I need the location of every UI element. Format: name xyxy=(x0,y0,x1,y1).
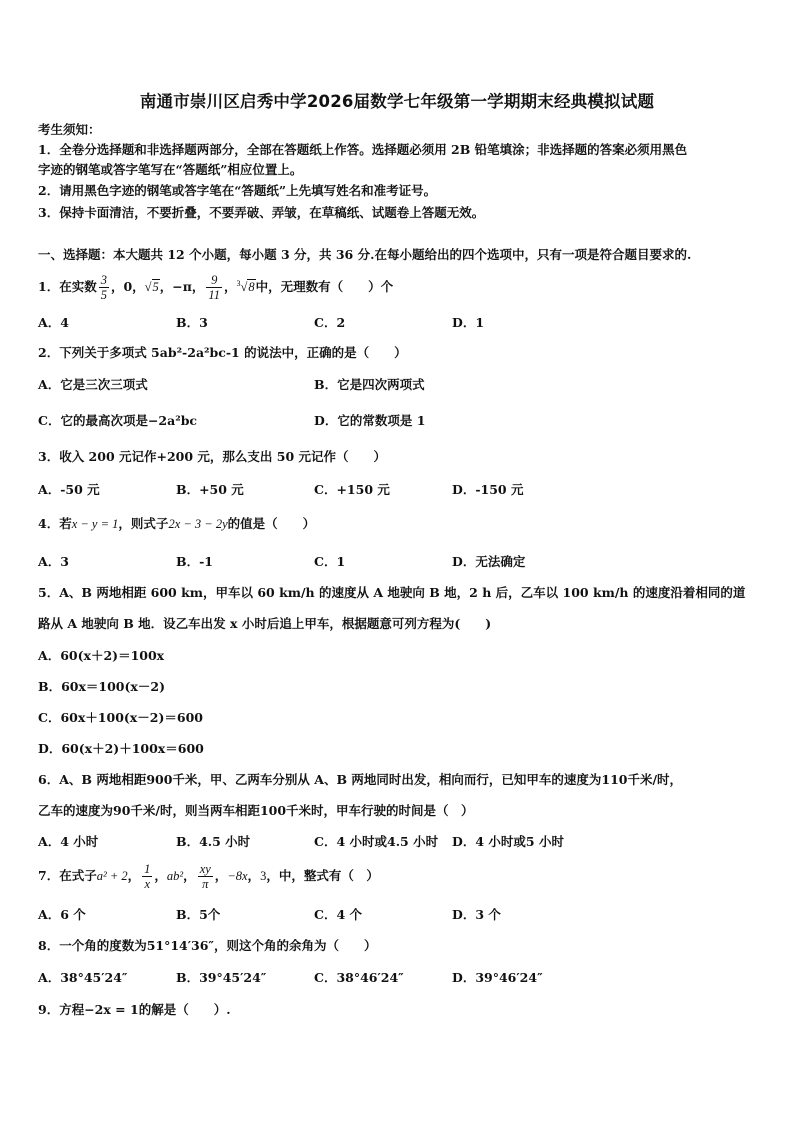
question-6-line-2: 乙车的速度为90千米/时，则当两车相距100千米时，甲车行驶的时间是（ ） xyxy=(38,803,474,818)
question-3: 3．收入 200 元记作+200 元，那么支出 50 元记作（ ） xyxy=(38,449,387,464)
q5-option-a[interactable]: A．60(x＋2)＝100x xyxy=(38,648,165,663)
q1-option-b[interactable]: B．3 xyxy=(176,315,208,330)
q4-option-d[interactable]: D．无法确定 xyxy=(452,554,526,569)
q4-mid: ，则式子 xyxy=(118,516,169,531)
question-2: 2．下列关于多项式 5ab²-2a²bc-1 的说法中，正确的是（ ） xyxy=(38,345,407,360)
question-4 xyxy=(38,514,315,532)
q3-option-c[interactable]: C．+150 元 xyxy=(314,482,390,497)
q4-prefix: 4．若 xyxy=(38,516,72,531)
q4-suffix: 的值是（ ） xyxy=(227,516,316,531)
question-1: 1．在实数 $\frac{3}{5}$ ，0，√5，−π， $\frac{9}{11}$ ，$^3$√8中，无理数有（ ）个 xyxy=(38,273,394,303)
notice-item: 3．保持卡面清洁，不要折叠，不要弄破、弄皱，在草稿纸、试题卷上答题无效。 xyxy=(38,205,485,220)
q6-option-b[interactable]: B．4.5 小时 xyxy=(176,834,251,849)
q1-fraction-2: $\frac{9}{11}$ xyxy=(208,273,220,303)
question-6-line-1: 6．A、B 两地相距900千米，甲、乙两车分别从 A、B 两地同时出发，相向而行，已知甲车的速度为110千米/时， xyxy=(38,772,683,787)
section-heading: 一、选择题：本大题共 12 个小题，每小题 3 分，共 36 分.在每小题给出的四个选项中，只有一项是符合题目要求的. xyxy=(38,247,692,262)
q2-option-c[interactable]: C．它的最高次项是−2a²bc xyxy=(38,413,198,428)
q1-zero: ，0， xyxy=(110,279,145,295)
q6-option-d[interactable]: D．4 小时或5 小时 xyxy=(452,834,564,849)
q8-option-a[interactable]: A．38°45′24″ xyxy=(38,970,128,985)
q5-option-b[interactable]: B．60x＝100(x－2) xyxy=(38,679,165,694)
q7-prefix: 7．在式子 xyxy=(38,868,97,883)
q1-prefix: 1．在实数 xyxy=(38,279,97,295)
q1-cbrt: $^3$√8 xyxy=(236,279,255,295)
q5-option-c[interactable]: C．60x＋100(x－2)＝600 xyxy=(38,710,203,725)
q7-option-b[interactable]: B．5个 xyxy=(176,907,221,922)
q7-option-a[interactable]: A．6 个 xyxy=(38,907,86,922)
q3-option-b[interactable]: B．+50 元 xyxy=(176,482,244,497)
q7-fraction-2: $\frac{xy}{\pi}$ xyxy=(199,862,211,891)
q2-option-b[interactable]: B．它是四次两项式 xyxy=(314,377,425,392)
question-9: 9．方程−2x = 1的解是（ ）. xyxy=(38,1002,231,1017)
q4-option-a[interactable]: A．3 xyxy=(38,554,69,569)
q1-fraction-1: $\frac{3}{5}$ xyxy=(100,273,107,303)
notice-heading: 考生须知： xyxy=(38,122,101,137)
q7-fraction-1: $\frac{1}{x}$ xyxy=(144,862,151,891)
q4-condition: x − y = 1 xyxy=(71,517,119,531)
q1-neg-pi: ，−π， xyxy=(159,279,205,295)
q4-option-c[interactable]: C．1 xyxy=(314,554,346,569)
q8-option-d[interactable]: D．39°46′24″ xyxy=(452,970,543,985)
q2-option-d[interactable]: D．它的常数项是 1 xyxy=(314,413,426,428)
notice-item: 1．全卷分选择题和非选择题两部分，全部在答题纸上作答。选择题必须用 2B 铅笔填涂；非选择题的答案必须用黑色 xyxy=(38,142,688,157)
q7-term-2: ab² xyxy=(166,869,184,883)
q7-option-c[interactable]: C．4 个 xyxy=(314,907,362,922)
page-title: 南通市崇川区启秀中学2026届数学七年级第一学期期末经典模拟试题 xyxy=(139,92,655,111)
question-5-line-2: 路从 A 地驶向 B 地．设乙车出发 x 小时后追上甲车，根据题意可列方程为( ) xyxy=(38,616,492,631)
q4-expression: 2x − 3 − 2y xyxy=(168,517,228,531)
q1-suffix: 中，无理数有（ ）个 xyxy=(255,279,394,295)
q7-term-4: 3 xyxy=(260,869,267,883)
q7-term-3: −8x xyxy=(227,869,248,883)
question-7: 7．在式子a² + 2， $\frac{1}{x}$ ，ab²， $\frac{xy}{\pi}$ ，−8x，3，中，整式有（ ） xyxy=(38,862,379,891)
question-5-line-1: 5．A、B 两地相距 600 km，甲车以 60 km/h 的速度从 A 地驶向 B 地，2 h 后，乙车以 100 km/h 的速度沿着相同的道 xyxy=(38,585,746,600)
question-8: 8．一个角的度数为51°14′36″，则这个角的余角为（ ） xyxy=(38,938,377,953)
notice-item: 2．请用黑色字迹的钢笔或答字笔在“答题纸”上先填写姓名和准考证号。 xyxy=(38,183,437,198)
q3-option-a[interactable]: A．-50 元 xyxy=(38,482,100,497)
q5-option-d[interactable]: D．60(x＋2)＋100x＝600 xyxy=(38,741,204,756)
q7-option-d[interactable]: D．3 个 xyxy=(452,907,501,922)
q7-suffix: 中，整式有（ ） xyxy=(278,868,379,883)
q1-option-c[interactable]: C．2 xyxy=(314,315,346,330)
notice-item: 字迹的钢笔或答字笔写在“答题纸”相应位置上。 xyxy=(38,162,303,177)
q6-option-c[interactable]: C．4 小时或4.5 小时 xyxy=(314,834,439,849)
q3-option-d[interactable]: D．-150 元 xyxy=(452,482,524,497)
q7-term-1: a² + 2 xyxy=(96,869,128,883)
q8-option-c[interactable]: C．38°46′24″ xyxy=(314,970,404,985)
q1-sqrt: √5 xyxy=(144,280,159,295)
q1-option-d[interactable]: D．1 xyxy=(452,315,485,330)
q8-option-b[interactable]: B．39°45′24″ xyxy=(176,970,267,985)
q6-option-a[interactable]: A．4 小时 xyxy=(38,834,99,849)
q4-option-b[interactable]: B．-1 xyxy=(176,554,213,569)
q2-option-a[interactable]: A．它是三次三项式 xyxy=(38,377,148,392)
q1-option-a[interactable]: A．4 xyxy=(38,315,69,330)
